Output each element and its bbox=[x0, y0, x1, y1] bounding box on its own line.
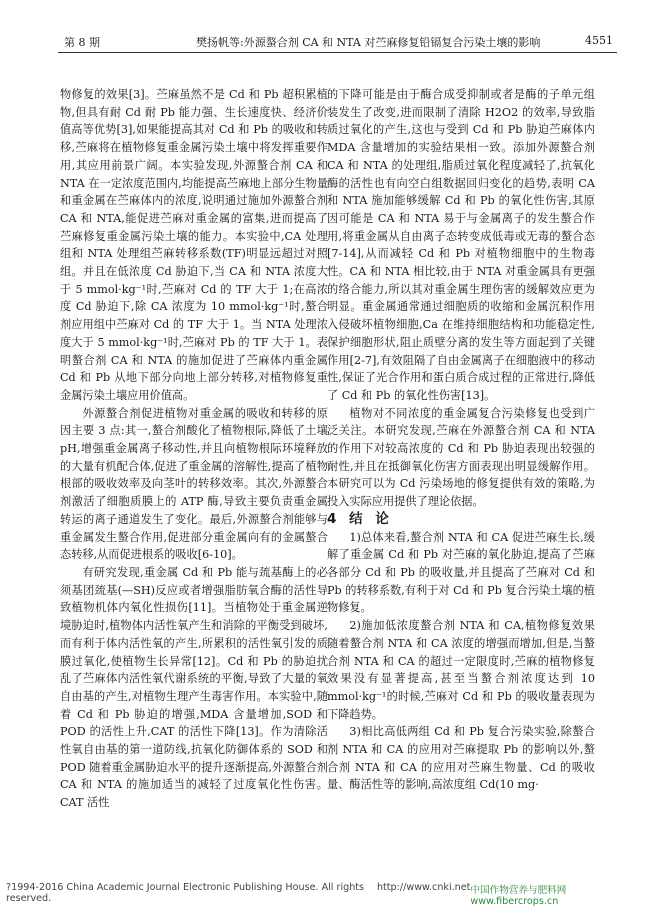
conclusion-item: 3)相比高低两组 Cd 和 Pb 复合污染实验,除螯合剂 NTA 和 CA 的应用对苎麻提取 Pb 的影响以外,螯合剂 NTA 和 CA 的应用对苎麻生物量、Cd 的吸收量、酶活性等的影响,高浓度组 Cd(10 mg· bbox=[327, 725, 595, 792]
section-number: 4 bbox=[327, 510, 341, 527]
left-column bbox=[60, 86, 328, 812]
paragraph: 外源螯合剂促进植物对重金属的吸收和转移的原因主要 3 点:其一,螯合剂酸化了植物根际,降低了土壤 pH,增强重金属离子移动性,并且向植物根际环境释放的大量有机配合体,促进了重金属的溶解性,提高了植物根部的吸收效率及向茎叶的转移效率。其次,外源螯合剂激活了细胞质膜上的 ATP 酶,导致主要负责重金属转运的离子通道发生了变化。最后,外源螯合剂能够与重金属发生螯合作用,促进部分重金属向有的金属螯合态转移,从而促进根系的吸收[6-10]。 bbox=[60, 406, 328, 562]
page-footer bbox=[6, 882, 641, 907]
running-header-issue: 第 8 期 bbox=[64, 36, 100, 49]
watermark: 中国作物营养与肥料网 www.fibercrops.cn bbox=[470, 885, 567, 907]
copyright-notice: ?1994-2016 China Academic Journal Electronic Publishing House. All rights reserved. bbox=[6, 882, 365, 904]
running-header-title: 樊扬帆等:外源螯合剂 CA 和 NTA 对苎麻修复铅镉复合污染土壤的影响 bbox=[196, 36, 541, 49]
conclusion-item: 1)总体来看,螯合剂 NTA 和 CA 促进苎麻生长,缓解了重金属 Cd 和 Pb 对苎麻的氧化胁迫,提高了苎麻各部分 Cd 和 Pb 的吸收量,并且提高了苎麻对 Cd 和 Pb 的转移系数,有利于对 Cd 和 Pb 复合污染土壤的植物修复。 bbox=[327, 530, 595, 615]
page-number: 4551 bbox=[585, 34, 613, 47]
conclusion-item: 2)施加低浓度螯合剂 NTA 和 CA,植物修复效果随着螯合剂 NTA 和 CA 浓度的增强而增加,但是,当螯合剂 NTA 和 CA 的超过一定限度时,苎麻的植物修复效果没有显著提高,甚至当螯合剂浓度达到 10 mmol·kg⁻¹的时候,苎麻对 Cd 和 Pb 的吸收量表现为下降趋势。 bbox=[327, 619, 595, 721]
site-url[interactable]: http://www.cnki.net bbox=[376, 882, 471, 893]
paragraph: 的下降可能是由于酶合成受抑制或者是酶的子单元组装发生了改变,进而限制了清除 H2O2 的效率,导致脂质过氧化的产生,这也与受到 Cd 和 Pb 胁迫苎麻体内 MDA 含量增加的实验结果相一致。添加外源螯合剂 CA 和 NTA 的处理组,脂质过氧化程度减轻了,抗氧化酶的活性也有向空白组数据回归变化的趋势,表明 CA 和 NTA 施加能够缓解 Cd 和 Pb 的氧化性伤害,其原因可能是 CA 和 NTA 易于与金属离子的发生螯合作用,将重金属从自由离子态转变成低毒或无毒的螯合态[7-14],从而减轻 Cd 和 Pb 对植物细胞中的生物毒性。CA 和 NTA 相比较,由于 NTA 对重金属具有更强的络合能力,所以其对重金属生理伤害的缓解效应更为明显。重金属通常通过细胞质的收缩和金属沉积作用入侵破坏植物细胞,Ca 在维持细胞结构和功能稳定性,保护细胞形状,阻止质壁分离的发生等方面起到了关键作用[2-7],有效阻隔了自由金属离子在细胞液中的移动性,保证了光合作用和蛋白质合成过程的正常进行,降低了 Cd 和 Pb 的氧化性伤害[13]。 bbox=[327, 88, 595, 402]
right-column bbox=[327, 86, 595, 794]
section-heading bbox=[327, 511, 595, 529]
paragraph: 有研究发现,重金属 Cd 和 Pb 能与巯基酶上的必须基团巯基(—SH)反应或者增强脂肪氧合酶的活性导致植物机体内氧化性损伤[11]。当植物处于重金属逆境胁迫时,植物体内活性氧产生和消除的平衡受到破坏,而有利于体内活性氧的产生,所累积的活性氧引发的质膜过氧化,使植物生长异常[12]。Cd 和 Pb 的胁迫扰乱了苎麻体内活性氧代谢系统的平衡,导致了大量的氧自由基的产生,对植物生理产生毒害作用。本实验中,随着 Cd 和 Pb 胁迫的增强,MDA 含量增加,SOD 和 POD 的活性上升,CAT 的活性下降[13]。作为清除活性氧自由基的第一道防线,抗氧化防御体系的 SOD 和 POD 随着重金属胁迫水平的提升逐渐提高,外源螯合剂 CA 和 NTA 的施加适当的减轻了过度氧化性伤害。CAT 活性 bbox=[60, 565, 328, 810]
header-rule bbox=[58, 52, 617, 53]
paragraph: 植物对不同浓度的重金属复合污染修复也受到广泛关注。本研究发现,苎麻在外源螯合剂 CA 和 NTA 的作用下对较高浓度的 Cd 和 Pb 胁迫表现出较强的耐性,并且在抵御氧化伤害方面表现出明显缓解作用。本研究可以为 Cd 污染场地的修复提供有效的策略,为投入实际应用提供了理论依据。 bbox=[327, 406, 595, 509]
section-title: 结 论 bbox=[349, 510, 393, 527]
paragraph: 物修复的效果[3]。苎麻虽然不是 Cd 和 Pb 超积累植物,但具有耐 Cd 耐 Pb 能力强、生长速度快、经济价值高等优势[3],如果能提高其对 Cd 和 Pb 的吸收和转移,苎麻将在植物修复重金属污染土壤中将发挥重要作用,其应用前景广阔。本实验发现,外源螯合剂 CA 和 NTA 在一定浓度范围内,均能提高苎麻地上部分生物量和重金属在苎麻体内的浓度,说明通过施加外源螯合剂 CA 和 NTA,能促进苎麻对重金属的富集,进而提高了苎麻修复重金属污染土壤的能力。本实验中,CA 处理组和 NTA 处理组苎麻转移系数(TF)明显远超过对照组。并且在低浓度 Cd 胁迫下,当 CA 和 NTA 浓度大于 5 mmol·kg⁻¹时,苎麻对 Cd 的 TF 大于 1;在高浓度 Cd 胁迫下,除 CA 浓度为 10 mmol·kg⁻¹时,螯合剂应用组中苎麻对 Cd 的 TF 大于 1。当 NTA 处理浓度大于 5 mmol·kg⁻¹时,苎麻对 Pb 的 TF 大于 1。表明螯合剂 CA 和 NTA 的施加促进了苎麻体内重金属 Cd 和 Pb 从地下部分向地上部分转移,对植物修复重金属污染土壤应用价值高。 bbox=[60, 88, 328, 402]
